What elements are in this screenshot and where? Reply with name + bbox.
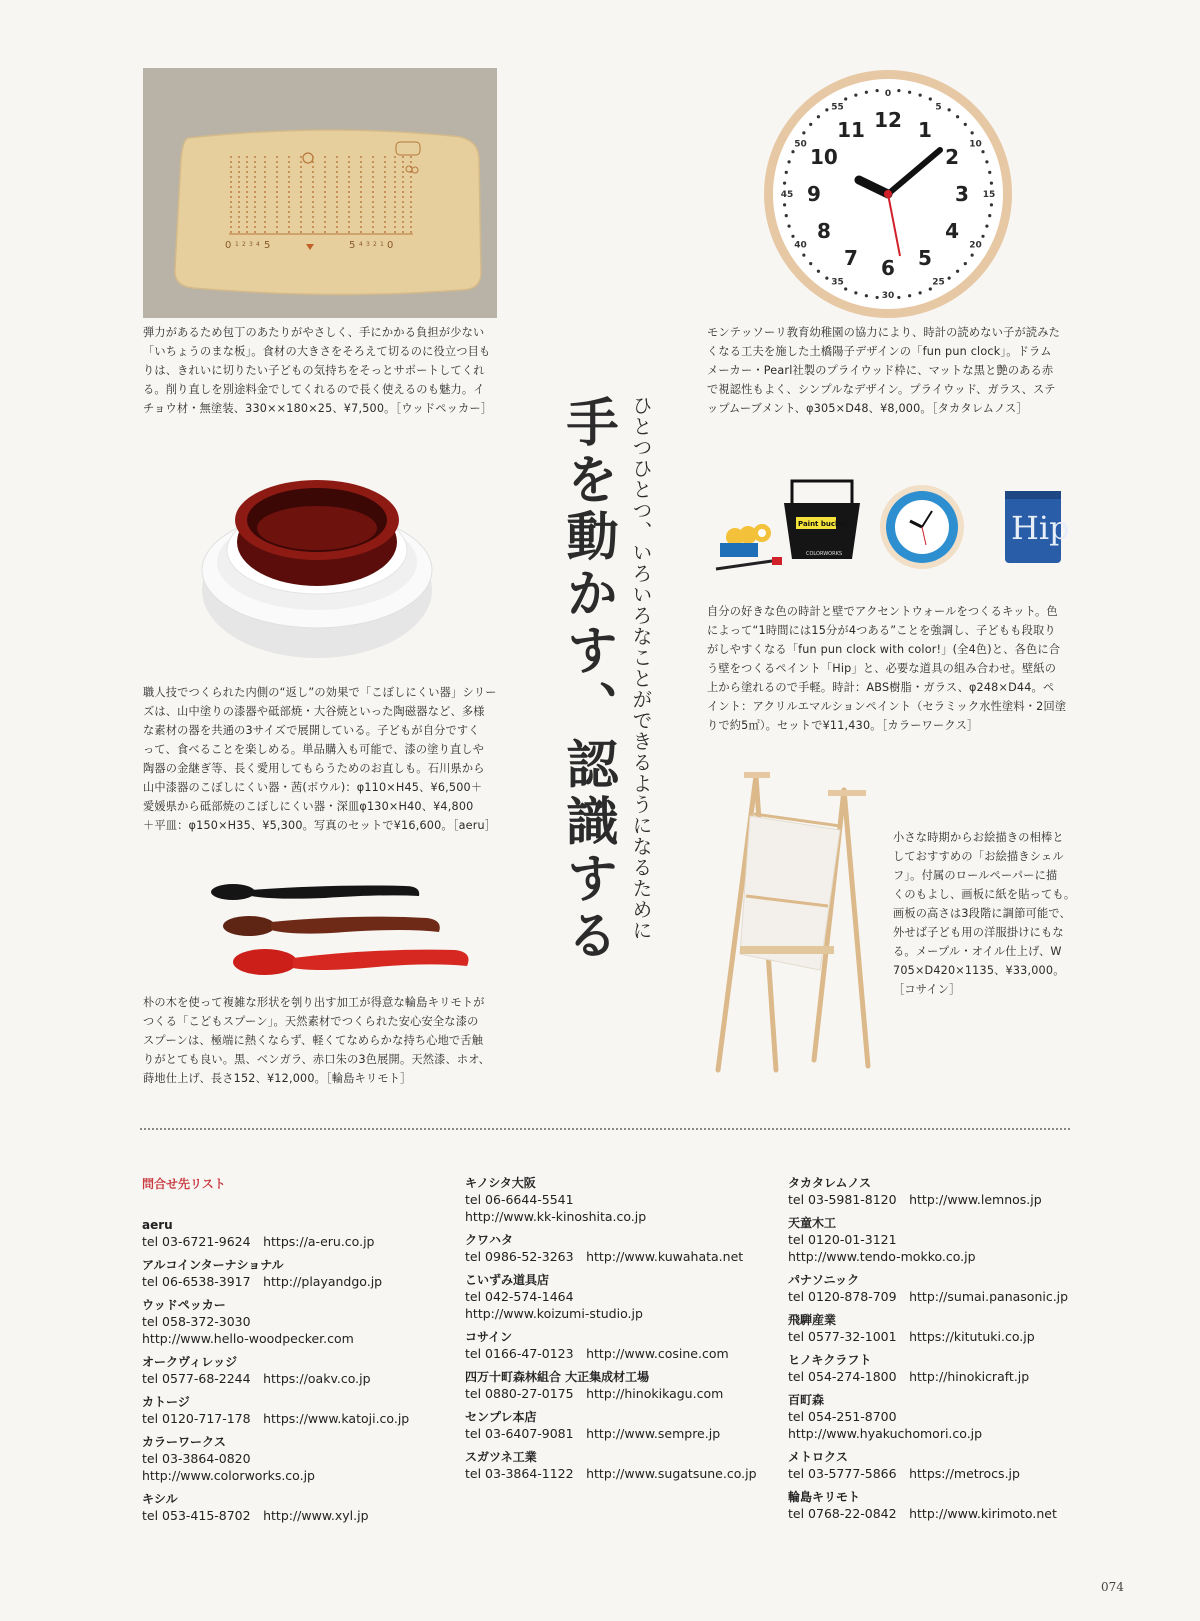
bowl-set-illustration [195, 470, 440, 670]
contact-item [142, 1297, 462, 1347]
caption-line: しておすすめの「お絵描きシェル [893, 850, 1064, 863]
contact-phone-url [788, 1368, 1108, 1385]
contact-url-link[interactable]: http://hinokikagu.com [586, 1386, 724, 1401]
clock-tick [791, 150, 794, 153]
contact-tel: tel 03-5981-8120 [788, 1192, 897, 1207]
contact-phone-url [465, 1191, 785, 1225]
section-divider [140, 1128, 1070, 1130]
contact-tel: tel 03-6721-9624 [142, 1234, 251, 1249]
contact-name: スガツネ工業 [465, 1450, 537, 1464]
clock-tick [919, 93, 922, 96]
clock-tick [825, 277, 828, 280]
contact-url-link[interactable]: http://www.hello-woodpecker.com [142, 1331, 354, 1346]
caption-line: スプーンは、極端に熱くならず、軽くてなめらかな持ち心地で舌触 [143, 1034, 484, 1047]
caption-line: ズは、山中塗りの漆器や砥部焼・大谷焼といった陶磁器など、多様 [143, 705, 485, 718]
caption-line: 上から塗れるので手軽。時計：ABS樹脂・ガラス、φ248×D44。ペ [707, 681, 1055, 694]
spoon-illustration [205, 878, 485, 982]
contact-tel: tel 0120-01-3121 [788, 1232, 897, 1247]
contact-item [465, 1232, 785, 1265]
contact-url-link[interactable]: http://www.hyakuchomori.co.jp [788, 1426, 983, 1441]
caption-line: りは、きれいに切りたい子どもの気持ちをそっとサポートしてくれ [143, 364, 485, 377]
caption-line: 自分の好きな色の時計と壁でアクセントウォールをつくるキット。色 [707, 605, 1058, 618]
board-mark-5b: 5 [349, 240, 356, 251]
contact-name: カトージ [142, 1395, 190, 1409]
contact-phone-url [142, 1313, 462, 1347]
caption-line: ［コサイン］ [893, 983, 961, 996]
contact-name: オークヴィレッジ [142, 1355, 238, 1369]
contact-phone-url [465, 1425, 785, 1442]
contact-url-link[interactable]: http://hinokicraft.jp [909, 1369, 1030, 1384]
clock-tick [981, 235, 984, 238]
caption-line: つくる「こどもスプーン」。天然素材でつくられた安心安全な漆の [143, 1015, 479, 1028]
clock-tick [964, 262, 967, 265]
contact-name: ヒノキクラフト [788, 1353, 872, 1367]
contact-phone-url [142, 1233, 462, 1250]
contact-name: アルコインターナショナル [142, 1258, 284, 1272]
paint-kit-illustration [712, 473, 1072, 590]
contact-phone-url [788, 1408, 1108, 1442]
contact-name: ウッドペッカー [142, 1298, 226, 1312]
clock-minute-label: 30 [881, 291, 895, 301]
contact-item [788, 1175, 1108, 1208]
clock-hour-label: 3 [955, 182, 969, 206]
contact-phone-url [465, 1385, 785, 1402]
clock-tick [844, 97, 847, 100]
contact-phone-url [142, 1450, 462, 1484]
contact-phone-url [788, 1505, 1108, 1522]
contact-name: キノシタ大阪 [465, 1176, 536, 1190]
page-number: 074 [1101, 1580, 1124, 1594]
clock-tick [802, 131, 805, 134]
contact-name: こいずみ道具店 [465, 1273, 550, 1287]
contact-url-link[interactable]: http://www.sugatsune.co.jp [586, 1466, 757, 1481]
cutting-board-caption [143, 323, 492, 418]
contact-name: 天童木工 [788, 1216, 837, 1230]
clock-tick [785, 171, 788, 174]
clock-tick [787, 160, 790, 163]
clock-tick [908, 91, 911, 94]
contact-url-link[interactable]: http://www.tendo-mokko.co.jp [788, 1249, 976, 1264]
feature-subtitle: ひとつひとつ、いろいろなことができるようになるために [629, 395, 653, 941]
spoon-caption [143, 993, 490, 1088]
caption-line: 愛媛県から砥部焼のこぼしにくい器・深皿φ130×H40、¥4,800 [143, 800, 474, 813]
caption-line: う壁をつくるペイント「Hip」と、必要な道具の組み合わせ。壁紙の [707, 662, 1057, 675]
clock-tick [908, 294, 911, 297]
contact-item [788, 1272, 1108, 1305]
clock-tick [854, 291, 857, 294]
contact-tel: tel 0166-47-0123 [465, 1346, 574, 1361]
contact-name: コサイン [465, 1330, 513, 1344]
caption-line: くのもよし、画板に紙を貼っても。 [893, 888, 1076, 901]
contact-name: センプレ本店 [465, 1410, 537, 1424]
clock-tick [985, 225, 988, 228]
contact-item [142, 1257, 462, 1290]
clock-tick [985, 160, 988, 163]
clock-tick [929, 287, 932, 290]
contact-item [142, 1217, 462, 1250]
contact-phone-url [465, 1465, 785, 1482]
caption-line: 朴の木を使って複雑な形状を刳り出す加工が得意な輪島キリモトが [143, 996, 485, 1009]
contact-column-3 [788, 1175, 1108, 1529]
clock-tick [791, 235, 794, 238]
contact-column-1 [142, 1217, 462, 1531]
clock-hour-label: 2 [945, 145, 960, 169]
contact-item [465, 1449, 785, 1482]
caption-line: 職人技でつくられた内側の“返し”の効果で「こぼしにくい器」シリー [143, 686, 497, 699]
contact-url-link[interactable]: https://oakv.co.jp [263, 1371, 371, 1386]
contact-item [465, 1409, 785, 1442]
fun-pun-clock-photo [762, 68, 1014, 320]
contact-tel: tel 03-3864-0820 [142, 1451, 251, 1466]
caption-line: 弾力があるため包丁のあたりがやさしく、手にかかる負担が少ない [143, 326, 485, 339]
cutting-board-illustration [143, 68, 497, 318]
clock-minute-label: 20 [969, 240, 982, 251]
caption-line: 蒔地仕上げ、長さ152、¥12,000。［輪島キリモト］ [143, 1072, 412, 1085]
clock-tick [809, 262, 812, 265]
clock-minute-label: 15 [982, 190, 996, 200]
clock-tick [981, 150, 984, 153]
clock-illustration [762, 68, 1014, 320]
clock-tick [802, 254, 805, 257]
caption-line: 画板の高さは3段階に調節可能で、 [893, 907, 1071, 920]
caption-line: ップムーブメント、φ305×D48、¥8,000。［タカタレムノス］ [707, 402, 1028, 415]
caption-line: 小さな時期からお絵描きの相棒と [893, 831, 1064, 844]
contact-column-2 [465, 1175, 785, 1489]
clock-tick [964, 123, 967, 126]
contact-phone-url [142, 1410, 462, 1427]
contact-url-link[interactable]: http://sumai.panasonic.jp [909, 1289, 1069, 1304]
clock-minute-label: 0 [884, 89, 892, 99]
contact-url-link[interactable]: http://www.sempre.jp [586, 1426, 721, 1441]
clock-hour-label: 5 [918, 246, 932, 271]
easel-shelf-photo [710, 770, 890, 1080]
contact-tel: tel 0120-878-709 [788, 1289, 897, 1304]
contact-name: aeru [142, 1218, 173, 1232]
bowl-set-photo [195, 470, 440, 670]
contact-item [465, 1329, 785, 1362]
board-mark-0: 0 [225, 240, 232, 251]
clock-tick [971, 254, 974, 257]
clock-tick [825, 108, 828, 111]
contact-name: 輪島キリモト [788, 1490, 861, 1504]
caption-line: 山中漆器のこぼしにくい器・茜(ボウル)：φ110×H45、¥6,500＋ [143, 781, 483, 794]
contact-item [142, 1491, 462, 1524]
contact-item [788, 1392, 1108, 1442]
contact-item [788, 1449, 1108, 1482]
caption-line: 705×D420×1135、¥33,000。 [893, 964, 1065, 977]
easel-caption [893, 828, 1075, 999]
contact-tel: tel 054-274-1800 [788, 1369, 897, 1384]
clock-hour-label: 1 [918, 117, 932, 142]
board-mark-5: 5 [264, 240, 271, 251]
contact-tel: tel 0768-22-0842 [788, 1506, 897, 1521]
clock-minute-label: 50 [794, 139, 807, 150]
contact-url-link[interactable]: https://kitutuki.co.jp [909, 1329, 1035, 1344]
contact-name: キシル [142, 1492, 178, 1506]
contact-item [465, 1175, 785, 1225]
contact-name: パナソニック [788, 1273, 860, 1287]
clock-tick [956, 270, 959, 273]
contact-item [465, 1369, 785, 1402]
clock-tick [897, 296, 900, 299]
board-mark-3: 3 [249, 241, 253, 248]
contact-url-link[interactable]: http://www.kirimoto.net [909, 1506, 1057, 1521]
paint-kit-caption [707, 602, 1066, 735]
board-mark-1: 1 [235, 241, 239, 248]
contact-url-link[interactable]: https://a-eru.co.jp [263, 1234, 375, 1249]
caption-line: フ」。付属のロールペーパーに描 [893, 869, 1058, 882]
caption-line: で視認性もよく、シンプルなデザイン。プライウッド、ガラス、ステ [707, 383, 1056, 396]
caption-line: がしやすくなる「fun pun clock with color!」(全4色)と、各色に合 [707, 643, 1061, 656]
bowl-caption [143, 683, 497, 835]
contact-tel: tel 0577-68-2244 [142, 1371, 251, 1386]
clock-tick [948, 108, 951, 111]
contact-name: 四万十町森林組合 大正集成材工場 [465, 1370, 650, 1384]
bucket-sub-label: COLORWORKS [806, 551, 843, 557]
clock-tick [783, 182, 786, 185]
contact-tel: tel 0986-52-3263 [465, 1249, 574, 1264]
clock-minute-label: 45 [780, 190, 794, 200]
cutting-board-photo [143, 68, 497, 318]
contact-item [788, 1352, 1108, 1385]
contact-name: カラーワークス [142, 1435, 226, 1449]
contact-url-link[interactable]: http://www.kk-kinoshita.co.jp [465, 1209, 647, 1224]
contact-item [142, 1354, 462, 1387]
clock-tick [990, 182, 993, 185]
board-mark-3b: 3 [366, 241, 370, 248]
contact-url-link[interactable]: http://www.lemnos.jp [909, 1192, 1042, 1207]
clock-tick [809, 123, 812, 126]
contact-tel: tel 053-415-8702 [142, 1508, 251, 1523]
caption-line: イント：アクリルエマルションペイント（セラミック水性塗料・2回塗 [707, 700, 1067, 713]
clock-minute-label: 55 [831, 102, 844, 113]
caption-line: りで約5㎡）。セットで¥11,430。［カラーワークス］ [707, 719, 979, 732]
caption-line: る。メープル・オイル仕上げ、W [893, 945, 1062, 958]
contact-tel: tel 0120-717-178 [142, 1411, 251, 1426]
contact-item [142, 1434, 462, 1484]
clock-hour-label: 9 [807, 182, 821, 206]
board-mark-2b: 2 [373, 241, 377, 248]
contact-name: タカタレムノス [788, 1176, 872, 1190]
clock-hour-label: 4 [945, 219, 960, 243]
contact-item [788, 1215, 1108, 1265]
clock-hour-label: 8 [816, 219, 831, 243]
contact-phone-url [788, 1288, 1108, 1305]
clock-tick [971, 131, 974, 134]
board-mark-0b: 0 [387, 240, 394, 251]
hip-can-label: Hip [1011, 509, 1070, 547]
contact-url-link[interactable]: http://www.kuwahata.net [586, 1249, 744, 1264]
caption-line: チョウ材・無塗装、330××180×25、¥7,500。［ウッドペッカー］ [143, 402, 493, 415]
caption-line: くなる工夫を施した土橋陽子デザインの「fun pun clock」。ドラム [707, 345, 1052, 358]
clock-tick [988, 171, 991, 174]
contact-tel: tel 0880-27-0175 [465, 1386, 574, 1401]
bucket-label: Paint bucket [798, 520, 848, 528]
caption-line: な素材の器を共通の3サイズで展開している。子どもが自分ですく [143, 724, 480, 737]
contact-url-link[interactable]: http://www.colorworks.co.jp [142, 1468, 315, 1483]
caption-line: によって“1時間には15分が4つある”ことを強調し、子どもも段取り [707, 624, 1056, 637]
feature-title: 手を動かす、認識する [557, 395, 617, 965]
clock-minute-label: 40 [794, 240, 807, 251]
paint-kit-photo [712, 473, 1072, 590]
clock-hour-label: 12 [874, 108, 902, 132]
contact-phone-url [788, 1465, 1108, 1482]
caption-line: ＋平皿：φ150×H35、¥5,300。写真のセットで¥16,600。［aeru］ [143, 819, 497, 832]
contact-tel: tel 06-6538-3917 [142, 1274, 251, 1289]
contact-tel: tel 03-6407-9081 [465, 1426, 574, 1441]
contact-name: 飛騨産業 [788, 1313, 837, 1327]
board-mark-4: 4 [256, 241, 260, 248]
contact-tel: tel 06-6644-5541 [465, 1192, 574, 1207]
contact-list-heading: 問合せ先リスト [142, 1177, 226, 1191]
board-mark-1b: 1 [380, 241, 384, 248]
clock-hour-label: 10 [809, 145, 838, 169]
caption-line: 陶器の金継ぎ等、長く愛用してもらうためのお直しも。石川県から [143, 762, 485, 775]
caption-line: って、食べることを楽しめる。単品購入も可能で、漆の塗り直しや [143, 743, 485, 756]
contact-phone-url [142, 1370, 462, 1387]
contact-url-link[interactable]: https://www.katoji.co.jp [263, 1411, 410, 1426]
contact-phone-url [465, 1345, 785, 1362]
contact-phone-url [465, 1288, 785, 1322]
caption-line: る。削り直しを別途料金でしてくれるので長く使えるのも魅力。イ [143, 383, 485, 396]
contact-item [788, 1312, 1108, 1345]
contact-tel: tel 03-3864-1122 [465, 1466, 574, 1481]
clock-caption [707, 323, 1060, 418]
contact-url-link[interactable]: http://www.cosine.com [586, 1346, 729, 1361]
clock-tick [956, 115, 959, 118]
contact-tel: tel 03-5777-5866 [788, 1466, 897, 1481]
contact-phone-url [142, 1507, 462, 1524]
clock-tick [865, 91, 868, 94]
clock-tick [783, 203, 786, 206]
contact-url-link[interactable]: http://www.koizumi-studio.jp [465, 1306, 643, 1321]
contact-phone-url [465, 1248, 785, 1265]
clock-tick [817, 270, 820, 273]
clock-hour-label: 7 [844, 246, 858, 271]
clock-tick [876, 89, 879, 92]
clock-tick [876, 296, 879, 299]
contact-url-link[interactable]: http://playandgo.jp [263, 1274, 383, 1289]
clock-tick [865, 294, 868, 297]
clock-tick [854, 93, 857, 96]
contact-url-link[interactable]: http://www.xyl.jp [263, 1508, 369, 1523]
clock-tick [817, 115, 820, 118]
board-mark-2: 2 [242, 241, 246, 248]
spoon-set-photo [205, 878, 485, 982]
clock-hour-label: 11 [837, 117, 865, 142]
contact-tel: tel 058-372-3030 [142, 1314, 251, 1329]
caption-line: メーカー・Pearl社製のプライウッド枠に、マットな黒と艶のある赤 [707, 364, 1054, 377]
clock-tick [844, 287, 847, 290]
clock-minute-label: 25 [932, 277, 945, 288]
clock-minute-label: 5 [935, 102, 942, 113]
clock-tick [990, 203, 993, 206]
clock-minute-label: 10 [969, 139, 982, 150]
contact-item [465, 1272, 785, 1322]
clock-hour-label: 6 [881, 256, 895, 280]
caption-line: 外せば子ども用の洋服掛けにもな [893, 926, 1064, 939]
contact-name: 百町森 [788, 1393, 825, 1407]
contact-url-link[interactable]: https://metrocs.jp [909, 1466, 1020, 1481]
contact-name: メトロクス [788, 1450, 848, 1464]
clock-tick [988, 214, 991, 217]
contact-name: クワハタ [465, 1233, 514, 1247]
clock-minute-label: 35 [831, 277, 844, 288]
contact-phone-url [788, 1328, 1108, 1345]
clock-tick [948, 277, 951, 280]
clock-tick [897, 89, 900, 92]
clock-tick [919, 291, 922, 294]
contact-phone-url [788, 1191, 1108, 1208]
contact-phone-url [788, 1231, 1108, 1265]
contact-item [142, 1394, 462, 1427]
clock-tick [929, 97, 932, 100]
contact-tel: tel 042-574-1464 [465, 1289, 574, 1304]
contact-tel: tel 0577-32-1001 [788, 1329, 897, 1344]
caption-line: りがとても良い。黒、ベンガラ、赤口朱の3色展開。天然漆、ホオ、 [143, 1053, 491, 1066]
caption-line: 「いちょうのまな板」。食材の大きさをそろえて切るのに役立つ目も [143, 345, 491, 358]
board-mark-4b: 4 [359, 241, 363, 248]
contact-item [788, 1489, 1108, 1522]
caption-line: モンテッソーリ教育幼稚園の協力により、時計の読めない子が読みた [707, 326, 1061, 339]
clock-tick [787, 225, 790, 228]
contact-tel: tel 054-251-8700 [788, 1409, 897, 1424]
contact-phone-url [142, 1273, 462, 1290]
clock-tick [785, 214, 788, 217]
easel-illustration [710, 770, 890, 1080]
